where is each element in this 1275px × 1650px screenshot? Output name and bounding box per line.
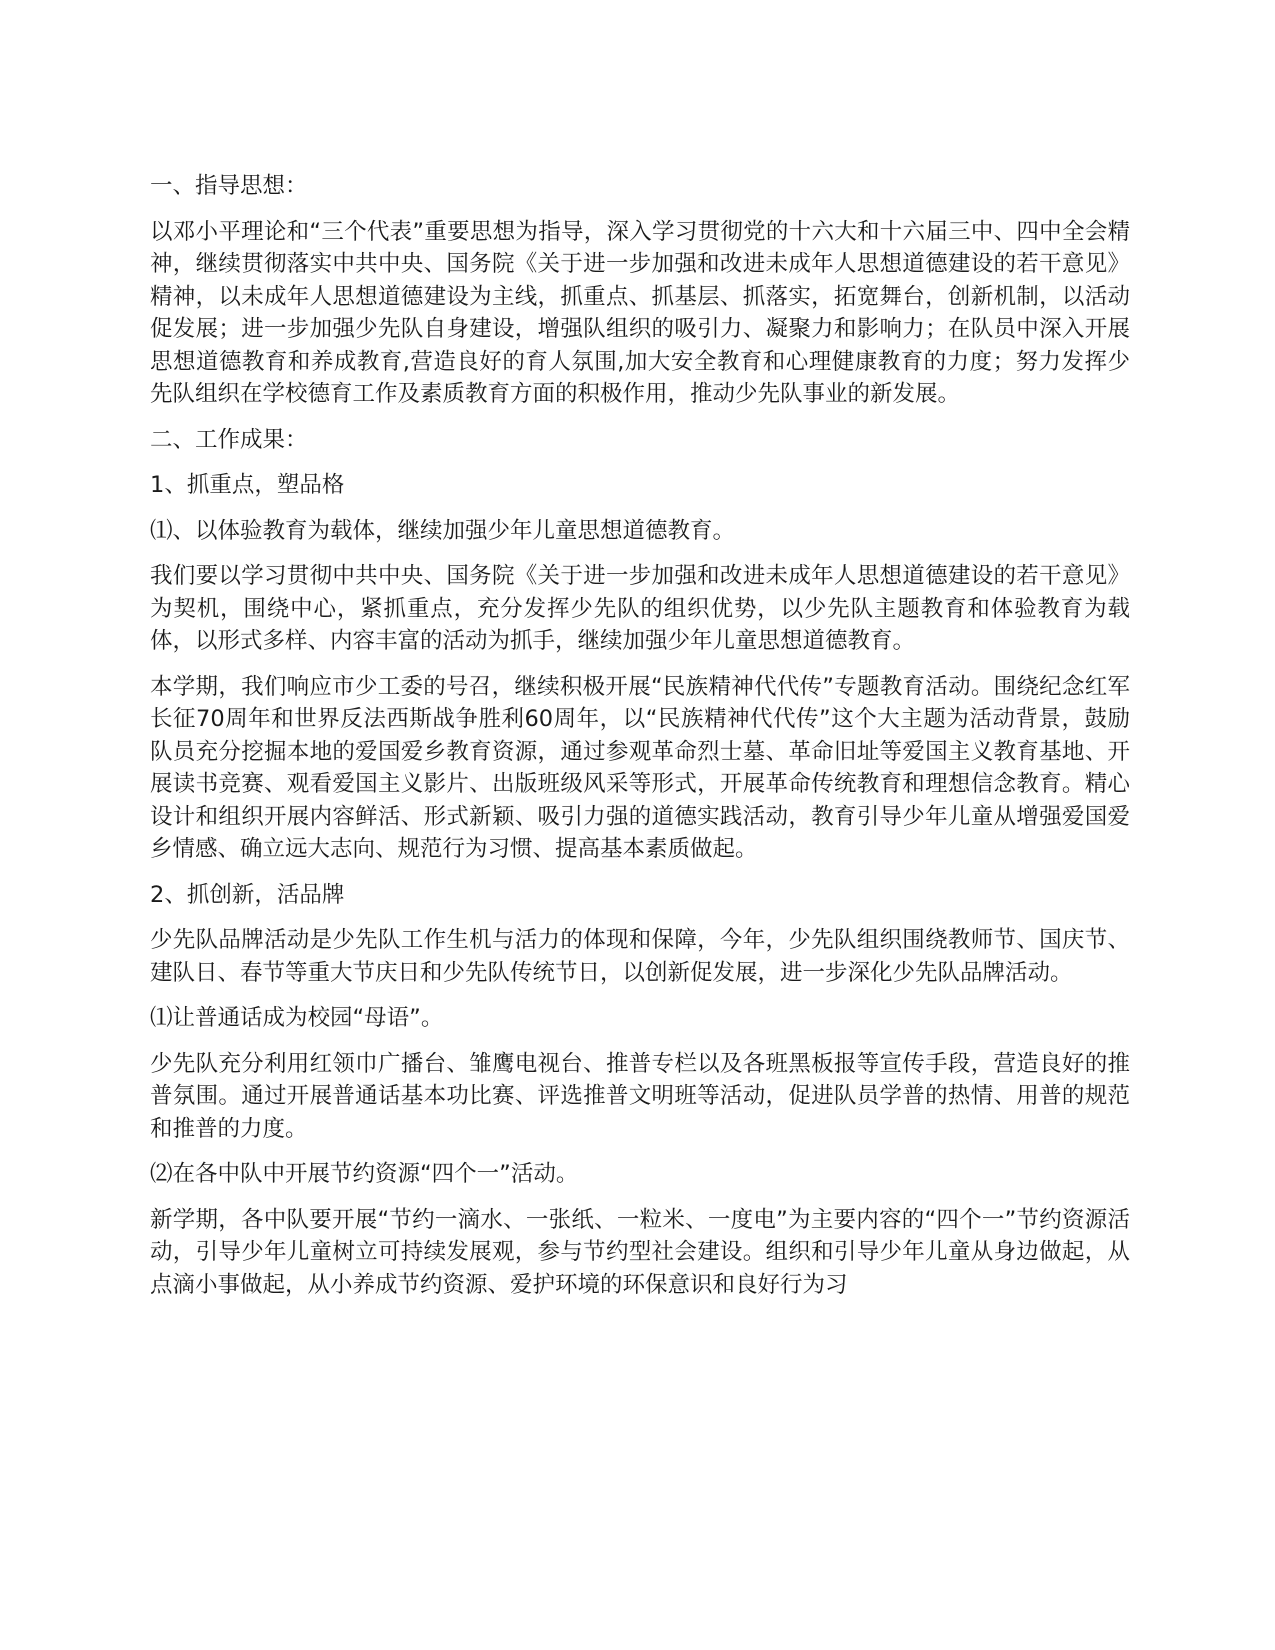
- heading-guiding-ideology: 一、指导思想：: [150, 173, 308, 199]
- item-mandarin: ⑴让普通话成为校园“母语”。: [150, 1005, 444, 1031]
- paragraph-four-savings: 新学期，各中队要开展“节约一滴水、一张纸、一粒米、一度电”为主要内容的“四个一”节约资源活动，引导少年儿童树立可持续发展观，参与节约型社会建设。组织和引导少年儿童从身边做起，从点滴小事做起，从小养成节约资源、爱护环境的环保意识和良好行为习: [150, 1206, 1130, 1298]
- document-body: [150, 170, 1130, 1314]
- paragraph-national-spirit: 本学期，我们响应市少工委的号召，继续积极开展“民族精神代代传”专题教育活动。围绕纪念红军长征70周年和世界反法西斯战争胜利60周年，以“民族精神代代传”这个大主题为活动背景，鼓励队员充分挖掘本地的爱国爱乡教育资源，通过参观革命烈士墓、革命旧址等爱国主义教育基地、开展读书竞赛、观看爱国主义影片、出版班级风采等形式，开展革命传统教育和理想信念教育。精心设计和组织开展内容鲜活、形式新颖、吸引力强的道德实践活动，教育引导少年儿童从增强爱国爱乡情感、确立远大志向、规范行为习惯、提高基本素质做起。: [150, 673, 1130, 862]
- item-experience-education: ⑴、以体验教育为载体，继续加强少年儿童思想道德教育。: [150, 517, 736, 544]
- paragraph-experience-education: 我们要以学习贯彻中共中央、国务院《关于进一步加强和改进未成年人思想道德建设的若干意见》为契机，围绕中心，紧抓重点，充分发挥少先队的组织优势，以少先队主题教育和体验教育为载体，以形式多样、内容丰富的活动为抓手，继续加强少年儿童思想道德教育。: [150, 563, 1130, 654]
- paragraph-guiding-ideology: 以邓小平理论和“三个代表”重要思想为指导，深入学习贯彻党的十六大和十六届三中、四中全会精神，继续贯彻落实中共中央、国务院《关于进一步加强和改进未成年人思想道德建设的若干意见》精神，以未成年人思想道德建设为主线，抓重点、抓基层、抓落实，拓宽舞台，创新机制，以活动促发展；进一步加强少先队自身建设，增强队组织的吸引力、凝聚力和影响力；在队员中深入开展思想道德教育和养成教育,营造良好的育人氛围,加大安全教育和心理健康教育的力度；努力发挥少先队组织在学校德育工作及素质教育方面的积极作用，推动少先队事业的新发展。: [150, 218, 1130, 407]
- paragraph-mandarin: 少先队充分利用红领巾广播台、雏鹰电视台、推普专栏以及各班黑板报等宣传手段，营造良好的推普氛围。通过开展普通话基本功比赛、评选推普文明班等活动，促进队员学普的热情、用普的规范和推普的力度。: [150, 1050, 1130, 1142]
- item-four-savings: ⑵在各中队中开展节约资源“四个一”活动。: [150, 1161, 579, 1187]
- subheading-focus-character: 1、抓重点，塑品格: [150, 472, 345, 498]
- subheading-innovation-brand: 2、抓创新，活品牌: [150, 881, 345, 908]
- paragraph-brand-activities: 少先队品牌活动是少先队工作生机与活力的体现和保障，今年，少先队组织围绕教师节、国庆节、建队日、春节等重大节庆日和少先队传统节日，以创新促发展，进一步深化少先队品牌活动。: [150, 927, 1130, 986]
- heading-work-results: 二、工作成果：: [150, 426, 308, 453]
